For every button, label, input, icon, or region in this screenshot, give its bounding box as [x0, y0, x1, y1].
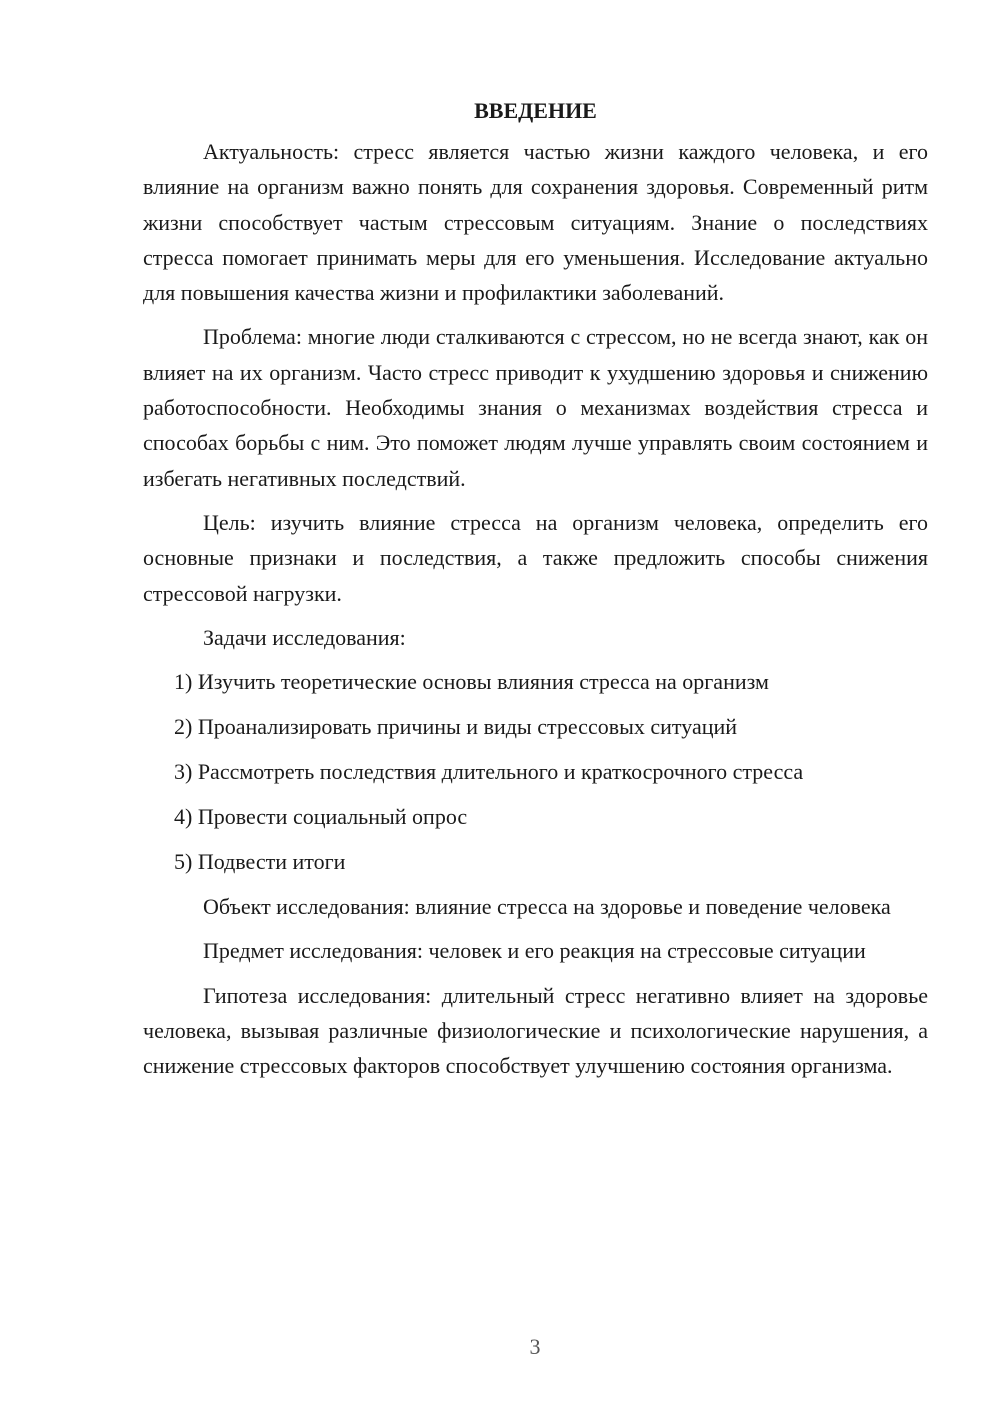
page-number: 3 — [529, 1334, 541, 1359]
object-paragraph: Объект исследования: влияние стресса на здоровье и поведение человека — [203, 894, 891, 920]
task-item-5: 5) Подвести итоги — [174, 849, 346, 875]
task-item-1: 1) Изучить теоретические основы влияния стресса на организм — [174, 669, 769, 695]
problem-paragraph: Проблема: многие люди сталкиваются с стрессом, но не всегда знают, как он влияет на их организм. Часто стресс приводит к ухудшению здоровья и снижению работоспособности. Необходимы знания о механизмах воздействия стресса и способах борьбы с ним. Это поможет людям лучше управлять своим состоянием и избегать негативных последствий. — [143, 324, 928, 491]
task-list — [143, 664, 928, 879]
section-title: ВВЕДЕНИЕ — [474, 98, 597, 123]
goal-paragraph: Цель: изучить влияние стресса на организм человека, определить его основные признаки и последствия, а также предложить способы снижения стрессовой нагрузки. — [143, 509, 928, 606]
task-item-2: 2) Проанализировать причины и виды стрессовых ситуаций — [174, 714, 738, 740]
relevance-paragraph: Актуальность: стресс является частью жизни каждого человека, и его влияние на организм важно понять для сохранения здоровья. Современный ритм жизни способствует частым стрессовым ситуациям. Знание о последствиях стресса помогает принимать меры для его уменьшения. Исследование актуально для повышения качества жизни и профилактики заболеваний. — [143, 139, 928, 306]
task-item-3: 3) Рассмотреть последствия длительного и краткосрочного стресса — [174, 759, 804, 785]
subject-paragraph: Предмет исследования: человек и его реакция на стрессовые ситуации — [203, 938, 866, 964]
tasks-heading: Задачи исследования: — [203, 624, 406, 650]
task-item-4: 4) Провести социальный опрос — [174, 804, 468, 830]
document-body — [143, 96, 928, 1093]
hypothesis-paragraph: Гипотеза исследования: длительный стресс негативно влияет на здоровье человека, вызывая различные физиологические и психологические нарушения, а снижение стрессовых факторов способствует улучшению состояния организма. — [143, 982, 928, 1079]
